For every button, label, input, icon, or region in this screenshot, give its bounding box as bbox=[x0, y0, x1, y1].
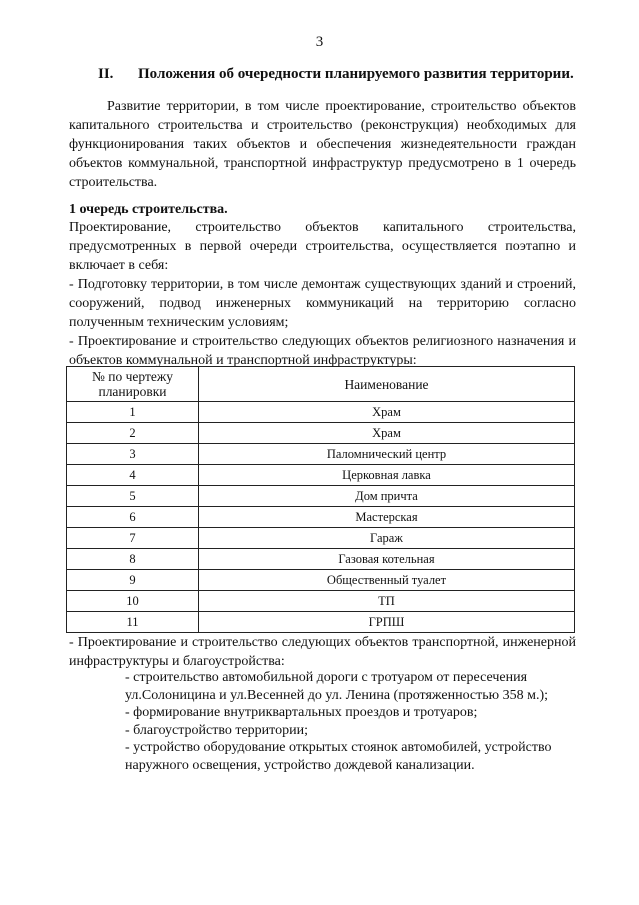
row-number: 9 bbox=[67, 570, 199, 591]
header-drawing-number: № по чертежу планировки bbox=[67, 367, 199, 402]
row-name: ГРПШ bbox=[199, 612, 575, 633]
row-number: 5 bbox=[67, 486, 199, 507]
row-number: 7 bbox=[67, 528, 199, 549]
row-name: Храм bbox=[199, 402, 575, 423]
row-number: 2 bbox=[67, 423, 199, 444]
row-name: Газовая котельная bbox=[199, 549, 575, 570]
table-row bbox=[67, 423, 575, 444]
table-row bbox=[67, 549, 575, 570]
list-item: - устройство оборудование открытых стоянок автомобилей, устройство наружного освещения, устройство дождевой канализации. bbox=[125, 740, 552, 773]
table-row bbox=[67, 570, 575, 591]
row-number: 6 bbox=[67, 507, 199, 528]
intro-paragraph: Развитие территории, в том числе проектирование, строительство объектов капитального строительства и строительство (реконструкция) необходимых для функционирования таких объектов и обеспечения жизнедеятельности граждан объектов коммунальной, транспортной инфраструктур предусмотрено в 1 очередь строительства. bbox=[69, 99, 576, 190]
row-name: Паломнический центр bbox=[199, 444, 575, 465]
row-number: 10 bbox=[67, 591, 199, 612]
table-row bbox=[67, 591, 575, 612]
section-number: II. bbox=[98, 66, 114, 82]
table-row bbox=[67, 465, 575, 486]
row-name: Дом причта bbox=[199, 486, 575, 507]
table-row bbox=[67, 507, 575, 528]
objects-table bbox=[66, 366, 575, 633]
stage-line: - Подготовку территории, в том числе демонтаж существующих зданий и строений, сооружений, подвод инженерных коммуникаций на территорию согласно полученным техническим условиям; bbox=[69, 277, 576, 330]
row-name: Мастерская bbox=[199, 507, 575, 528]
row-name: Гараж bbox=[199, 528, 575, 549]
list-item: - строительство автомобильной дороги с тротуаром от пересечения ул.Солоницина и ул.Весенней до ул. Ленина (протяженностью 358 м.); bbox=[125, 670, 549, 703]
row-number: 4 bbox=[67, 465, 199, 486]
table-row bbox=[67, 402, 575, 423]
row-number: 1 bbox=[67, 402, 199, 423]
stage-body bbox=[69, 218, 576, 370]
table-row bbox=[67, 444, 575, 465]
table-row bbox=[67, 528, 575, 549]
section-heading bbox=[98, 66, 574, 83]
row-name: ТП bbox=[199, 591, 575, 612]
stage-heading: 1 очередь строительства. bbox=[69, 202, 228, 217]
stage-line: - Проектирование и строительство следующих объектов религиозного назначения и объектов коммунальной и транспортной инфраструктуры: bbox=[69, 334, 576, 368]
list-item: - благоустройство территории; bbox=[125, 722, 308, 738]
table-row bbox=[67, 486, 575, 507]
bullet-list bbox=[125, 669, 576, 774]
row-name: Храм bbox=[199, 423, 575, 444]
row-number: 3 bbox=[67, 444, 199, 465]
list-item: - формирование внутриквартальных проездов и тротуаров; bbox=[125, 705, 478, 720]
table-header-row bbox=[67, 367, 575, 402]
page-number: 3 bbox=[315, 34, 324, 50]
table-row bbox=[67, 612, 575, 633]
stage-line: Проектирование, строительство объектов капитального строительства, предусмотренных в первой очереди строительства, осуществляется поэтапно и включает в себя: bbox=[69, 220, 576, 273]
row-name: Церковная лавка bbox=[199, 465, 575, 486]
header-name: Наименование bbox=[199, 367, 575, 402]
after-table-paragraph: - Проектирование и строительство следующих объектов транспортной, инженерной инфраструктуры и благоустройства: bbox=[69, 635, 576, 669]
row-number: 8 bbox=[67, 549, 199, 570]
section-title: Положения об очередности планируемого развития территории. bbox=[138, 66, 574, 82]
row-number: 11 bbox=[67, 612, 199, 633]
row-name: Общественный туалет bbox=[199, 570, 575, 591]
